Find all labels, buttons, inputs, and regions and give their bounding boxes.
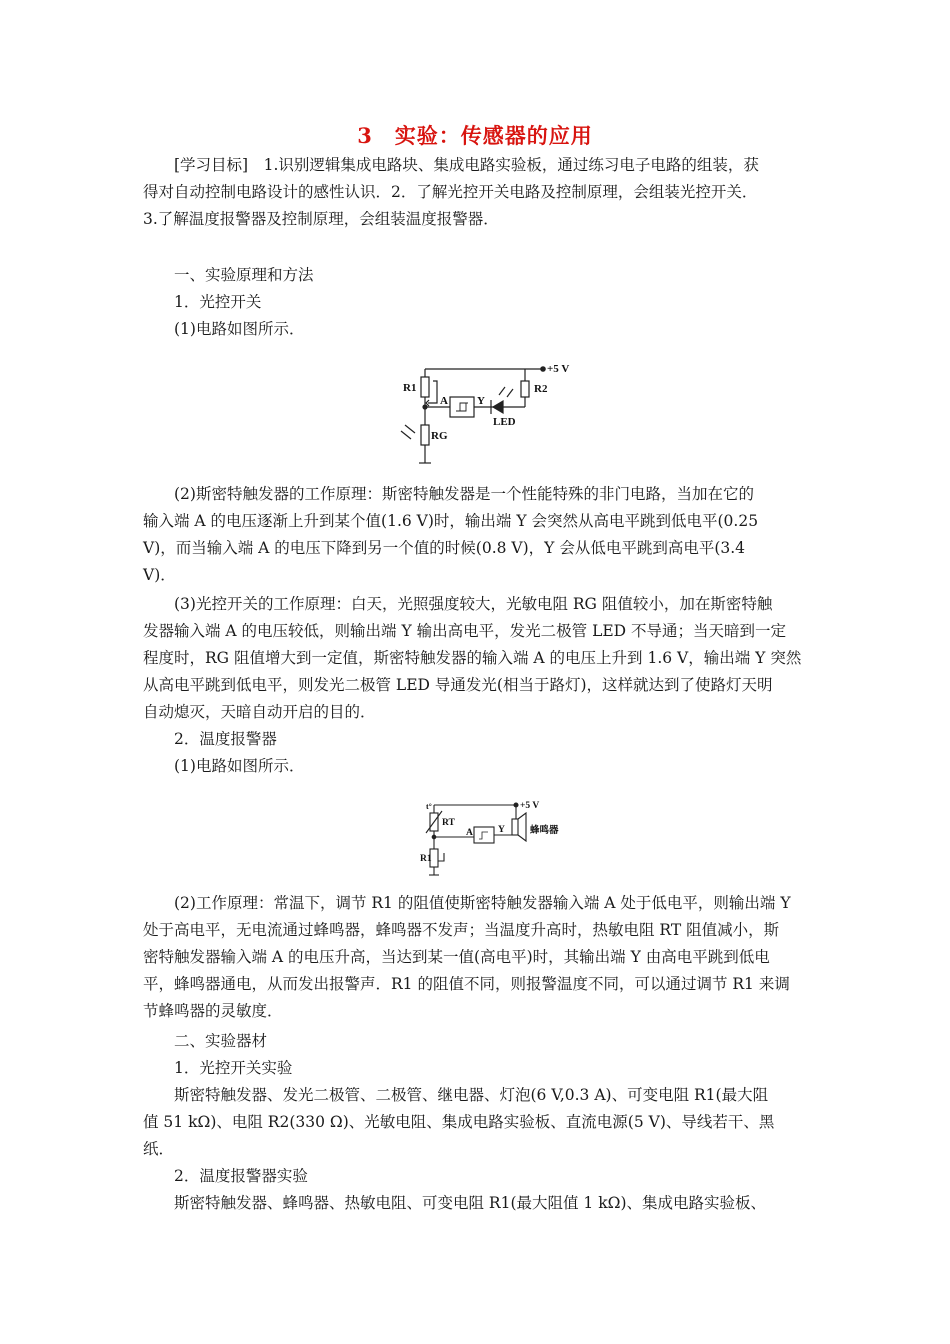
text-line: 平，蜂鸣器通电，从而发出报警声．R1 的阻值不同，则报警温度不同，可以通过调节 R1 来调 <box>143 975 790 993</box>
buzzer-horn <box>518 813 526 841</box>
text-line: 节蜂鸣器的灵敏度． <box>143 1002 283 1020</box>
input-a-label: A <box>466 828 473 838</box>
r1-label: R1 <box>403 382 417 394</box>
text-line: V)． <box>143 566 176 584</box>
led-symbol <box>493 401 503 413</box>
r1-label: R1 <box>420 854 432 864</box>
text-line: 密特触发器输入端 A 的电压升高，当达到某一值(高电平)时，其输出端 Y 由高电平跳到低电 <box>143 948 770 966</box>
schmitt-trigger-gate <box>474 827 494 843</box>
subsection-heading: 2．温度报警器 <box>174 730 277 748</box>
schmitt-trigger-gate <box>450 397 474 417</box>
learning-goals <box>143 152 823 233</box>
output-y-label: Y <box>498 825 505 835</box>
text-line: 处于高电平，无电流通过蜂鸣器，蜂鸣器不发声；当温度升高时，热敏电阻 RT 阻值减小，斯 <box>143 921 780 939</box>
vcc-label: +5 V <box>520 801 540 811</box>
buzzer-label: 蜂鸣器 <box>530 826 559 836</box>
text-line: 发器输入端 A 的电压较低，则输出端 Y 输出高电平，发光二极管 LED 不导通；当天暗到一定 <box>143 622 787 640</box>
text-line: V)，而当输入端 A 的电压下降到另一个值的时候(0.8 V)，Y 会从低电平跳到高电平(3.4 <box>143 539 746 557</box>
subsection-heading: 1．光控开关实验 <box>174 1059 293 1077</box>
output-y-label: Y <box>477 395 485 407</box>
temperature-label: t° <box>426 802 432 811</box>
text-line: 斯密特触发器、蜂鸣器、热敏电阻、可变电阻 R1(最大阻值 1 kΩ)、集成电路实验板、 <box>174 1194 767 1212</box>
text-line: (2)斯密特触发器的工作原理：斯密特触发器是一个性能特殊的非门电路，当加在它的 <box>174 485 754 503</box>
section-heading: 一、实验原理和方法 <box>174 266 314 284</box>
text-line: (3)光控开关的工作原理：白天，光照强度较大，光敏电阻 RG 阻值较小，加在斯密特触 <box>174 595 773 613</box>
rt-label: RT <box>442 818 455 828</box>
r2-label: R2 <box>534 383 548 395</box>
light-switch-principle <box>143 591 823 780</box>
page-title: 3 实验：传感器的应用 <box>357 123 593 148</box>
section-heading: 二、实验器材 <box>174 1032 268 1050</box>
temperature-alarm-circuit-diagram <box>418 795 578 880</box>
text-line: 得对自动控制电路设计的感性认识．2．了解光控开关电路及控制原理，会组装光控开关． <box>143 183 758 201</box>
section-2 <box>143 1028 823 1217</box>
led-label: LED <box>493 416 516 428</box>
text-line: 纸． <box>143 1140 175 1158</box>
buzzer-body <box>512 819 518 835</box>
text-line: 3.了解温度报警器及控制原理，会组装温度报警器． <box>143 210 499 228</box>
text-line: 从高电平跳到低电平，则发光二极管 LED 导通发光(相当于路灯)，这样就达到了使路灯天明 <box>143 676 773 694</box>
paragraph: (1)电路如图所示． <box>174 320 305 338</box>
subsection-heading: 1．光控开关 <box>174 293 262 311</box>
schmitt-trigger-principle <box>143 481 823 589</box>
light-switch-circuit-diagram <box>395 355 595 475</box>
text-line: 自动熄灭，天暗自动开启的目的． <box>143 703 376 721</box>
vcc-label: +5 V <box>547 363 570 375</box>
text-line: [学习目标] 1.识别逻辑集成电路块、集成电路实验板，通过练习电子电路的组装，获 <box>174 156 759 174</box>
text-line: 斯密特触发器、发光二极管、二极管、继电器、灯泡(6 V,0.3 A)、可变电阻 R1(最大阻 <box>174 1086 769 1104</box>
paragraph: (1)电路如图所示． <box>174 757 305 775</box>
text-line: (2)工作原理：常温下，调节 R1 的阻值使斯密特触发器输入端 A 处于低电平，则输出端 Y <box>174 894 791 912</box>
r1-resistor <box>421 377 429 397</box>
rg-label: RG <box>431 430 448 442</box>
vcc-terminal <box>541 367 545 371</box>
input-a-label: A <box>440 395 448 407</box>
r2-resistor <box>521 381 529 397</box>
section-1 <box>143 262 823 343</box>
subsection-heading: 2．温度报警器实验 <box>174 1167 308 1185</box>
rg-photoresistor <box>421 425 429 445</box>
temperature-alarm-principle <box>143 890 823 1025</box>
text-line: 输入端 A 的电压逐渐上升到某个值(1.6 V)时，输出端 Y 会突然从高电平跳到低电平(0.25 <box>143 512 759 530</box>
text-line: 值 51 kΩ)、电阻 R2(330 Ω)、光敏电阻、集成电路实验板、直流电源(5 V)、导线若干、黑 <box>143 1113 775 1131</box>
text-line: 程度时，RG 阻值增大到一定值，斯密特触发器的输入端 A 的电压上升到 1.6 V，输出端 Y 突然 <box>143 649 802 667</box>
